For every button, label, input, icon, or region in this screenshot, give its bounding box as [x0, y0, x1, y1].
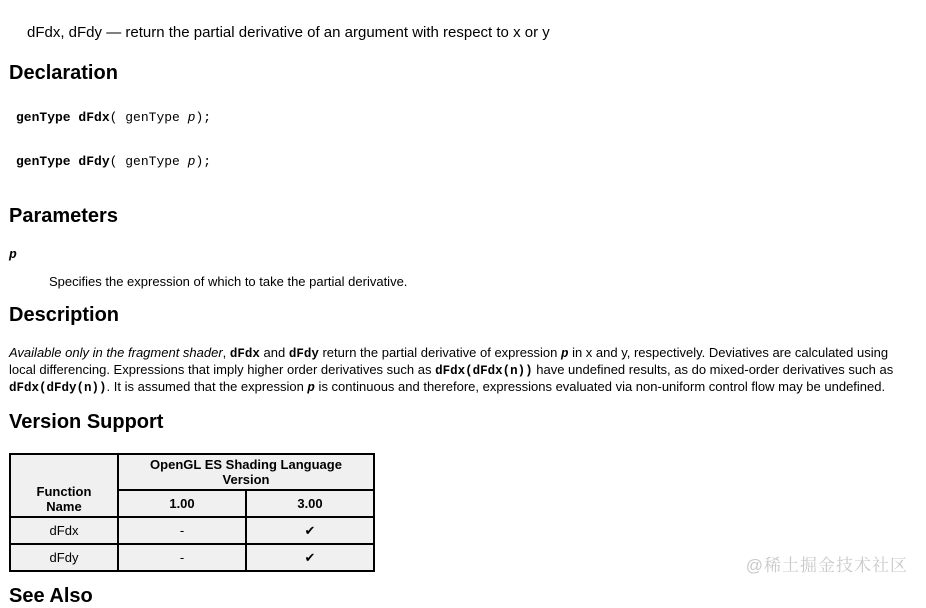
- table-cell-function-name: dFdy: [10, 544, 118, 571]
- function-prototype-dfdy: [16, 154, 926, 169]
- document-page: [0, 24, 926, 608]
- description-segment: ,: [222, 345, 230, 360]
- description-segment: return the partial derivative of expression: [318, 345, 561, 360]
- prototype-param-type: genType: [117, 154, 188, 169]
- description-segment: in x and y, respectively. Deviatives are calculated using local differencing. Expressions that imply higher order derivatives such as: [9, 345, 889, 377]
- section-heading-version-support: Version Support: [9, 411, 164, 433]
- table-row-dfdx: [10, 517, 374, 544]
- description-segment: p: [307, 381, 315, 395]
- description-segment: dFdy: [288, 347, 319, 361]
- version-support-table: [9, 453, 375, 572]
- section-heading-description: Description: [9, 304, 120, 326]
- table-cell-support-100: -: [118, 544, 246, 571]
- description-segment: Available only in the fragment shader: [9, 345, 223, 360]
- table-header-row-group: [10, 454, 374, 490]
- prototype-close: );: [195, 154, 212, 169]
- table-version-column-100: 1.00: [118, 490, 246, 517]
- page-title: dFdx, dFdy — return the partial derivative of an argument with respect to x or y: [27, 24, 550, 41]
- prototype-param-name: p: [187, 110, 196, 125]
- table-group-header: OpenGL ES Shading Language Version: [118, 454, 374, 490]
- description-segment: dFdx(dFdy(n)): [9, 381, 107, 395]
- section-heading-parameters: Parameters: [9, 205, 118, 227]
- parameter-name: p: [9, 247, 17, 262]
- description-segment: dFdx(dFdx(n)): [435, 364, 533, 378]
- prototype-close: );: [195, 110, 212, 125]
- section-heading-declaration: Declaration: [9, 62, 118, 84]
- check-icon: ✔: [246, 544, 374, 571]
- check-icon: ✔: [246, 517, 374, 544]
- prototype-open-paren: (: [109, 110, 118, 125]
- table-corner-header: Function Name: [10, 454, 118, 517]
- prototype-param-type: genType: [117, 110, 188, 125]
- function-prototype-dfdx: [16, 110, 926, 125]
- watermark: @稀土掘金技术社区: [745, 556, 908, 575]
- section-heading-see-also: See Also: [9, 585, 93, 607]
- description-segment: . It is assumed that the expression: [106, 379, 308, 394]
- description-segment: have undefined results, as do mixed-order derivatives such as: [532, 362, 894, 377]
- table-version-column-300: 3.00: [246, 490, 374, 517]
- description-paragraph: [9, 345, 917, 396]
- table-cell-function-name: dFdx: [10, 517, 118, 544]
- description-segment: dFdx: [229, 347, 260, 361]
- prototype-return-and-name: genType dFdx: [16, 110, 110, 125]
- parameter-description: Specifies the expression of which to take the partial derivative.: [49, 274, 408, 289]
- table-cell-support-100: -: [118, 517, 246, 544]
- description-segment: p: [560, 347, 569, 361]
- prototype-param-name: p: [187, 154, 196, 169]
- description-segment: is continuous and therefore, expressions evaluated via non-uniform control flow may be undefined.: [314, 379, 886, 394]
- description-segment: and: [259, 345, 289, 360]
- prototype-open-paren: (: [109, 154, 118, 169]
- prototype-return-and-name: genType dFdy: [16, 154, 110, 169]
- table-row-dfdy: [10, 544, 374, 571]
